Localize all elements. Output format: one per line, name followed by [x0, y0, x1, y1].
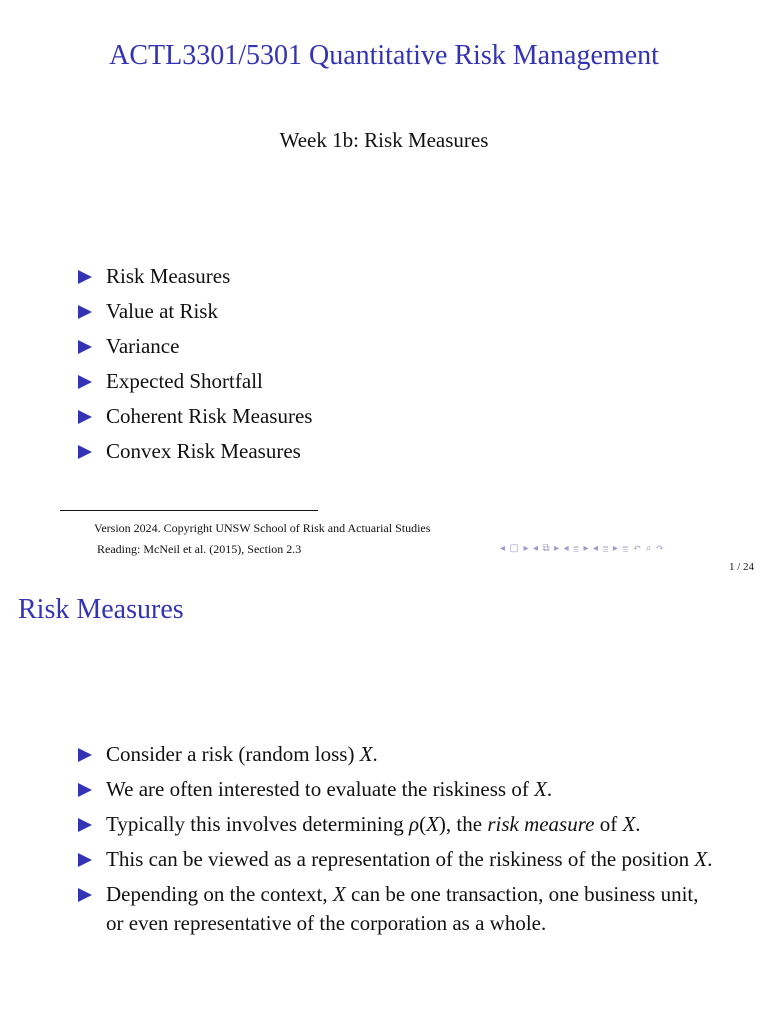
- outline-list: [78, 262, 312, 472]
- bullet-triangle-icon: [78, 818, 92, 832]
- list-item: This can be viewed as a representation of the riskiness of the position X.: [78, 845, 718, 874]
- list-item: Variance: [78, 332, 312, 361]
- list-item: Expected Shortfall: [78, 367, 312, 396]
- bullet-triangle-icon: [78, 410, 92, 424]
- list-item: We are often interested to evaluate the riskiness of X.: [78, 775, 718, 804]
- beamer-navigation-icons[interactable]: ◂ ▢ ▸ ◂ ⧉ ▸ ◂ ≣ ▸ ◂ ≣ ▸ ≣ ↶ ⌕ ↷: [500, 543, 666, 554]
- bullet-triangle-icon: [78, 783, 92, 797]
- bullet-triangle-icon: [78, 305, 92, 319]
- footnote-version: Version 2024. Copyright UNSW School of Risk and Actuarial Studies: [94, 521, 431, 535]
- bullet-triangle-icon: [78, 270, 92, 284]
- footnote-reading: Reading: McNeil et al. (2015), Section 2.3: [97, 542, 302, 556]
- frame-title: Risk Measures: [18, 594, 184, 625]
- list-item: Convex Risk Measures: [78, 437, 312, 466]
- list-item: Risk Measures: [78, 262, 312, 291]
- list-item: Value at Risk: [78, 297, 312, 326]
- course-title: ACTL3301/5301 Quantitative Risk Management: [109, 40, 659, 71]
- bullet-triangle-icon: [78, 340, 92, 354]
- page-number: 1 / 24: [728, 561, 754, 573]
- bullet-triangle-icon: [78, 375, 92, 389]
- bullet-list: [78, 740, 718, 944]
- list-item: Depending on the context, X can be one transaction, one business unit, or even representative of the corporation as a whole.: [78, 880, 718, 938]
- list-item: Typically this involves determining ρ(X), the risk measure of X.: [78, 810, 718, 839]
- bullet-triangle-icon: [78, 748, 92, 762]
- content-slide: [0, 578, 768, 1024]
- bullet-triangle-icon: [78, 853, 92, 867]
- bullet-triangle-icon: [78, 888, 92, 902]
- bullet-triangle-icon: [78, 445, 92, 459]
- list-item: Coherent Risk Measures: [78, 402, 312, 431]
- list-item: Consider a risk (random loss) X.: [78, 740, 718, 769]
- lecture-subtitle: Week 1b: Risk Measures: [279, 128, 489, 152]
- footnote-rule: [60, 510, 318, 511]
